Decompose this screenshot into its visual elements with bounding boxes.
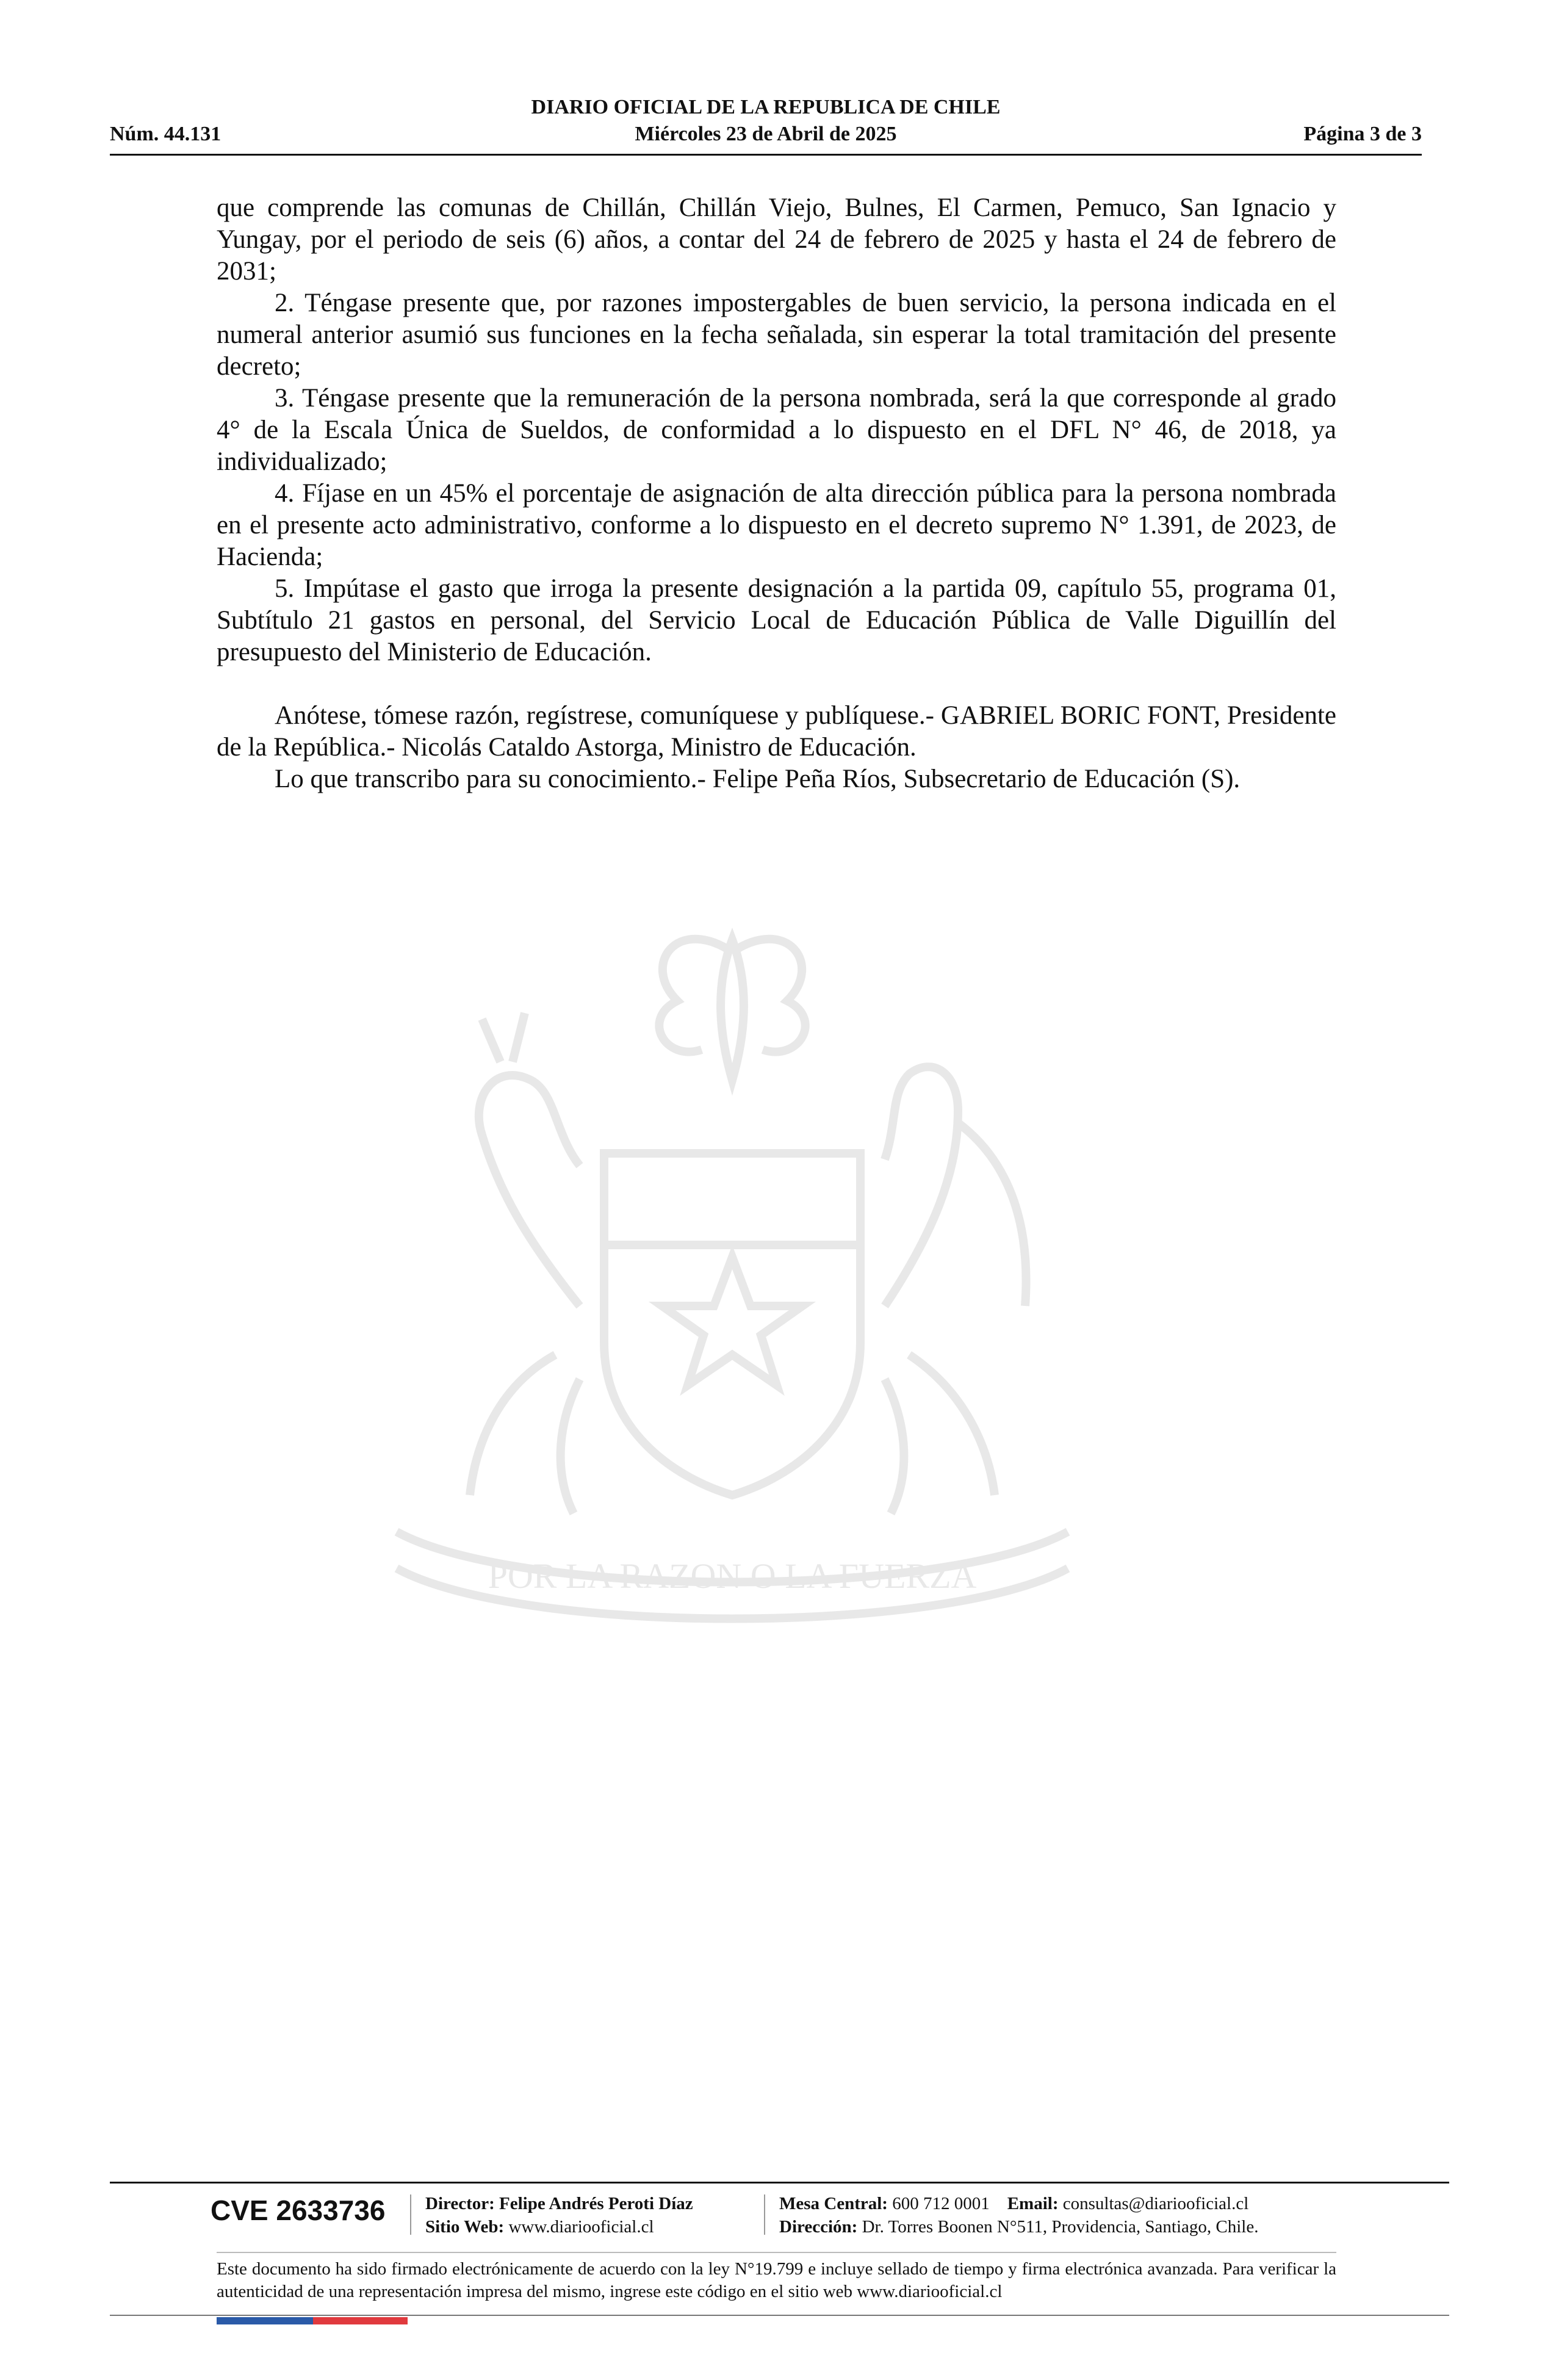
address-label: Dirección: — [779, 2217, 858, 2237]
mesa-label: Mesa Central: — [779, 2194, 888, 2213]
footer-director-block — [425, 2192, 693, 2238]
email-label: Email: — [1007, 2194, 1059, 2213]
footer-divider-middle — [217, 2252, 1336, 2253]
web-link[interactable]: www.diariooficial.cl — [508, 2217, 654, 2237]
chile-coat-of-arms-icon — [214, 879, 1251, 1672]
footer-separator — [764, 2194, 765, 2235]
transcription-paragraph: Lo que transcribo para su conocimiento.- Felipe Peña Ríos, Subsecretario de Educación (S). — [275, 765, 1241, 793]
page-number: Página 3 de 3 — [1303, 123, 1422, 145]
coat-of-arms-motto: POR LA RAZON O LA FUERZA — [488, 1556, 977, 1596]
page-header — [110, 95, 1422, 150]
header-divider — [110, 154, 1422, 156]
flag-stripe-blue — [217, 2317, 313, 2324]
email-link[interactable]: consultas@diariooficial.cl — [1062, 2194, 1249, 2213]
director-name: Felipe Andrés Peroti Díaz — [499, 2194, 693, 2213]
signature-paragraph: Anótese, tómese razón, regístrese, comuníquese y publíquese.- GABRIEL BORIC FONT, Presidente de la República.- Nicolás Cataldo Astorga, Ministro de Educación. — [217, 701, 1336, 762]
issue-number: Núm. 44.131 — [110, 123, 222, 145]
paragraph-item-2: 2. Téngase presente que, por razones impostergables de buen servicio, la persona indicada en el numeral anterior asumió sus funciones en la fecha señalada, sin esperar la total tramitación del presente decreto; — [217, 289, 1336, 381]
flag-stripe-red — [313, 2317, 408, 2324]
publication-title: DIARIO OFICIAL DE LA REPUBLICA DE CHILE — [531, 96, 1001, 118]
director-label: Director: — [425, 2194, 495, 2213]
footer-divider-bottom — [110, 2315, 1449, 2316]
web-label: Sitio Web: — [425, 2217, 505, 2237]
paragraph-item-5: 5. Impútase el gasto que irroga la presente designación a la partida 09, capítulo 55, programa 01, Subtítulo 21 gastos en personal, del Servicio Local de Educación Pública de Valle Diguillín del presupuesto del Ministerio de Educación. — [217, 574, 1336, 666]
footer-separator — [410, 2194, 411, 2235]
paragraph-item-3: 3. Téngase presente que la remuneración de la persona nombrada, será la que corresponde al grado 4° de la Escala Única de Sueldos, de conformidad a lo dispuesto en el DFL N° 46, de 2018, ya individualizado; — [217, 384, 1336, 476]
document-body — [217, 192, 1336, 795]
electronic-signature-note: Este documento ha sido firmado electrónicamente de acuerdo con la ley N°19.799 e incluye sellado de tiempo y firma electrónica avanzada. Para verificar la autenticidad de una representación impresa del mismo, ingrese este código en el sitio web www.diariooficial.cl — [217, 2259, 1336, 2301]
footer-divider-top — [110, 2182, 1449, 2183]
paragraph-gap — [217, 668, 1336, 700]
footer-contact-block — [779, 2192, 1258, 2238]
paragraph-item-4: 4. Fíjase en un 45% el porcentaje de asignación de alta dirección pública para la persona nombrada en el presente acto administrativo, conforme a lo dispuesto en el decreto supremo N° 1.391, de 2023, de Hacienda; — [217, 479, 1336, 571]
mesa-phone: 600 712 0001 — [892, 2194, 990, 2213]
cve-code: CVE 2633736 — [211, 2194, 386, 2226]
address-value: Dr. Torres Boonen N°511, Providencia, Santiago, Chile. — [862, 2217, 1259, 2237]
issue-date: Miércoles 23 de Abril de 2025 — [635, 123, 897, 145]
paragraph-continuation: que comprende las comunas de Chillán, Chillán Viejo, Bulnes, El Carmen, Pemuco, San Ignacio y Yungay, por el periodo de seis (6) años, a contar del 24 de febrero de 2025 y hasta el 24 de febrero de 2031; — [217, 193, 1336, 286]
